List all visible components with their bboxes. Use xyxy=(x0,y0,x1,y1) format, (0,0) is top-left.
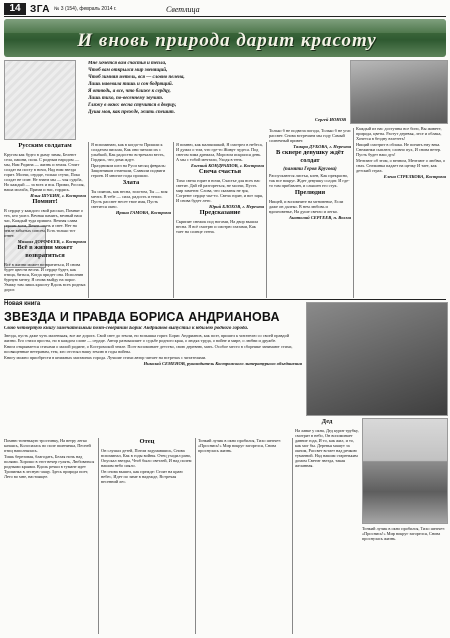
poem-otets-text: Он слушал детей, Потом задумавшись, Снова вспоминал, Как в годы войны. Отец уходил рано, Опускал звезды, Чтоб было светлей, И над полем нашим небо сияло. xyxy=(101,448,192,468)
poem-top-line: Лишь навевала тишь и сон бодрящий. xyxy=(88,82,173,87)
col2-text3: Ты сияешь, как весна, золотом, Ты — моя мечта. В тебе — сила, радость и тепло. Пусть рассвет несет твое имя, Пусть светится окно. xyxy=(91,189,168,209)
column-5 xyxy=(356,126,446,298)
column-2 xyxy=(91,142,171,298)
col4-author1: Тамара ДУБОВА, г. Нерехта xyxy=(293,144,351,149)
column-4 xyxy=(269,128,351,298)
col3-author1: Евгений КОНДРАШОВ, г. Кострома xyxy=(190,163,264,168)
article-body1: Звезда, пусть даже чуть маленькая, все же дорога. Свой свет до земли, но вспышка горит. Борис Андрианов, как поэт, пришел к читателю со своей правдой жизни. Его стихи просты, но в каждом слове — сердце. Автор размышляет о судьбе родного края, о людях труда, о войне и мире, о любви и дружбе. xyxy=(4,333,290,343)
lower-col-5 xyxy=(362,526,446,634)
col5-text2: Нищий смотрит в облака. Не понять ему века. Снежинки сыплют, словно пух, И снова ветер. Пусть будет наш дух! xyxy=(356,142,442,157)
col4-title2: В сквере девушку ждёт солдат xyxy=(276,149,344,164)
col3-title3: Предсказание xyxy=(199,209,241,216)
poem-top-line: Чтоб зимняя метель, вся — словно пелена, xyxy=(88,75,185,80)
lower-col2-text: Он снова вышел, как прежде: Стоит на краю небес, Идет по зиме в надежде, Встречая весенний лес. xyxy=(101,469,183,484)
poem-top-line: Чтоб вам открылся мир звенящий, xyxy=(88,68,168,73)
poem-top-line: Душа моя, как прежде, жить спешит. xyxy=(88,110,175,115)
lower-col5-text: Тонкий лучик в окно пробился, Тихо шепчет: «Проснись!» Мир вокруг загорелся, Снова проснулась жизнь. xyxy=(362,526,446,541)
banner xyxy=(4,19,446,57)
poem-top-line: Я отнюдь, а все, что ближе к сердцу, xyxy=(88,89,171,94)
col4-text3: Нищей, и вспомните на мгновенье, Если даже он далеко. В нем любовь и вдохновенье, На душе светло и легко. xyxy=(269,199,344,214)
col4-text1: Только б не подвела погода, Только б не угас рассвет. Снова встречаем мы году Самый солнечный привет. xyxy=(269,128,351,143)
poem-ded-text: На лавке у окна, Дед курит трубку, смотрит в небо, Он вспоминает давние года, И то, как жил, и то, как мог бы. Деревья машут за окном, Рассвет встает над речкою туманной. Над нашим стареньким домом Светит звезда, такая желанная. xyxy=(295,428,359,468)
column-3 xyxy=(176,142,264,298)
col2-author3: Ирина ГАМОВА, Кострома xyxy=(115,210,171,215)
col1-author1: Илья ШУБИН, г. Кострома xyxy=(30,193,86,198)
col5-text1: Каждый из нас доступны все боги, Вы живете, природа, цветы. Растут деревья, лесе и облака, Хочется в бездну взлететь! xyxy=(356,126,442,141)
col1-text1: Кругом как будто в дыму зимы, Белеют села, пашни, поля. С родным народом — мы, Нам Родина — жизнь и земля. Стоит солдат на посту в ночи, Над ним звезда горит. Молчи, сердце, только стучи, Пока солдат не спит. Не знаем мы — чья судьба, Но каждый — за всех и вся. Прими, Россия, наша мольба, Прими и нас, гордясь. xyxy=(4,152,85,192)
col2-text2: Праздником шел на Руси месяц февраль: Защитников отмечали, Славили подвиги героев. И многие годы прошли. xyxy=(91,163,166,178)
masthead xyxy=(4,3,446,15)
section-rule xyxy=(4,299,446,300)
col3-text1: Я помню, как мальчишкой, Я смотрел в небеса, И думал о том, что где-то Живут чудеса. Под снегом зима дремала, Морозом искрился день. А мы с тобой мечтали, Уходя в тень. xyxy=(176,142,263,162)
article-body2: Книга открывается стихами о малой родине, о Костромской земле. Поэт вспоминает детство, свою деревню, мать. Особое место в сборнике занимают стихи, посвященные ветеранам, тем, кто отстоял нашу землю в годы войны. xyxy=(4,344,293,354)
section-name: Светлица xyxy=(166,4,200,14)
masthead-rule xyxy=(4,16,446,17)
col5-text3: Мечтают об этом, о вечном, Мечтают о любви, о снах. Снежинка падает на щечку И тает, как детский страх. xyxy=(356,158,446,173)
column-rule xyxy=(266,142,267,298)
poem-top-line: Гляжу в окно: весна стучится в дверцу, xyxy=(88,103,177,108)
article-author: Николай СЕМЕНОВ, руководитель Костромского литературного объединения xyxy=(143,361,302,366)
poem-ded-title: Дед xyxy=(321,418,333,425)
column-rule xyxy=(292,438,293,634)
column-rule xyxy=(98,438,99,634)
banner-title: И вновь природа дарит красоту xyxy=(77,30,377,51)
lower-col-1 xyxy=(4,438,96,634)
col2-text1: Я вспоминаю, как в когда-то Пришли к солдатам письма, Как они читали их с улыбкой, Как радостно встречали весть, Гордясь, что дома ждут. xyxy=(91,142,165,162)
poem-top-line: Лишь тихо, по-весеннему звучит. xyxy=(88,96,164,101)
col4-text2: Распускаются листья, клен, Как прекрасно, так все вокруг. Ждет девушку солдат. И где-то там прибавлен, и слышен его стук. xyxy=(269,173,350,188)
col1-title3: Всё в жизни может возвратиться xyxy=(17,244,73,259)
col4-author3: Анатолий СЕРГЕЕВ, п. Вохма xyxy=(289,215,351,220)
lower-col-3 xyxy=(198,438,290,634)
col3-text2: Тихо свеча горит в ночи, Счастье для всех нас светит. Дай ей разгореться, не молчи, Пусть мир заметит. Слова, что сказаны не зря, Согреют сердце чье-то. Свеча горит, и вот заря, И снова будет лето. xyxy=(176,178,263,203)
col1-title2: Помнят! xyxy=(32,198,58,205)
lower-col-2 xyxy=(101,438,193,634)
lower-col3-text: Тонкий лучик в окно пробился, Тихо шепчет: «Проснись!» Мир вокруг загорелся, Снова проснулась жизнь. xyxy=(198,438,282,453)
col5-author3: Елена СТРЕЛКОВА, Кострома xyxy=(383,174,446,179)
article-body xyxy=(4,326,302,434)
tram-photo xyxy=(362,418,448,524)
paper-logo: ЗГА xyxy=(30,3,51,15)
issue-info: № 3 (154), февраль 2014 г. xyxy=(54,6,117,12)
col3-title2: Свеча счастья xyxy=(198,168,242,175)
col1-text3: Всё в жизни может возвратиться, И снова будет цвести весна. И сердце будет, как птица, биться, Когда придет она. Исполнив бурную мечту, Я снова выйду на порог. Увижу там лишь красоту Вдоль всех родных дорог. xyxy=(4,262,86,292)
article-body3: Книгу можно приобрести в книжных магазинах города. Лучшие стихи автор читает на встречах с читателями. xyxy=(4,355,207,360)
col4-subtitle2: (памяти Героя Кругова) xyxy=(283,167,337,172)
river-photo xyxy=(306,302,448,416)
section-tag: Новая книга xyxy=(4,301,41,307)
girl-sketch-image xyxy=(4,60,76,140)
lower-col-4 xyxy=(295,418,359,634)
col1-author2: Михаил ДОРОФЕЕВ, г. Кострома xyxy=(17,239,86,244)
lower-col1-text2: Тишь березовая, благодать, Белая ночь над полями. Хорошо в этот вечер гулять, Любоваться родными краями. Вдоль речки в тумане идет Тропинка в лесную чащу. Здесь природа поет, Лето во мне, настоящее. xyxy=(4,454,95,479)
col1-title1: Русским солдатам xyxy=(18,142,72,149)
page-number: 14 xyxy=(4,3,26,15)
col3-text3: Скрипит снежок под ногами, На двор вышла весна. Я всё смотрю и смотрю глазами, Как тает на солнце стена. xyxy=(176,219,259,234)
col3-author2: Юрий БЛОХОВ, г. Нерехта xyxy=(209,204,264,209)
poem-otets-title: Отец xyxy=(139,438,155,445)
column-rule xyxy=(353,128,354,298)
article-headline: ЗВЕЗДА И ПРАВДА БОРИСА АНДРИАНОВА xyxy=(4,310,280,324)
article-lead: Свою четвертую книгу замечательный поэт-северянин Борис Андрианов выпустил к юбилею родного города. xyxy=(4,326,249,331)
column-1 xyxy=(4,142,86,298)
col2-title2: Злата xyxy=(122,179,140,186)
column-rule xyxy=(173,142,174,298)
portrait-photo xyxy=(350,60,448,124)
column-rule xyxy=(88,142,89,298)
column-rule xyxy=(195,438,196,634)
col4-title3: Прелюдия xyxy=(294,189,326,196)
col1-text2: В сердце у каждого свой рассказ, Помнят о тех, кто ушел. Вечная память, вечный наш час, Каждый туда пришел. Вечная слава героям всем, Вечен огонь и свет. Нет на земле забытых совсем, Есть только тот ответ. xyxy=(4,208,84,238)
poem-top-author: Сергей ИОНОВ xyxy=(314,117,346,122)
lower-col1-text: Помню тоненькую тростинку, На ветру легко качаясь, Колосилась во поле пшеничка, Песней птиц наполнялась. xyxy=(4,438,91,453)
poem-top-line: Мне хочется вам счастья и тепла, xyxy=(88,61,167,66)
